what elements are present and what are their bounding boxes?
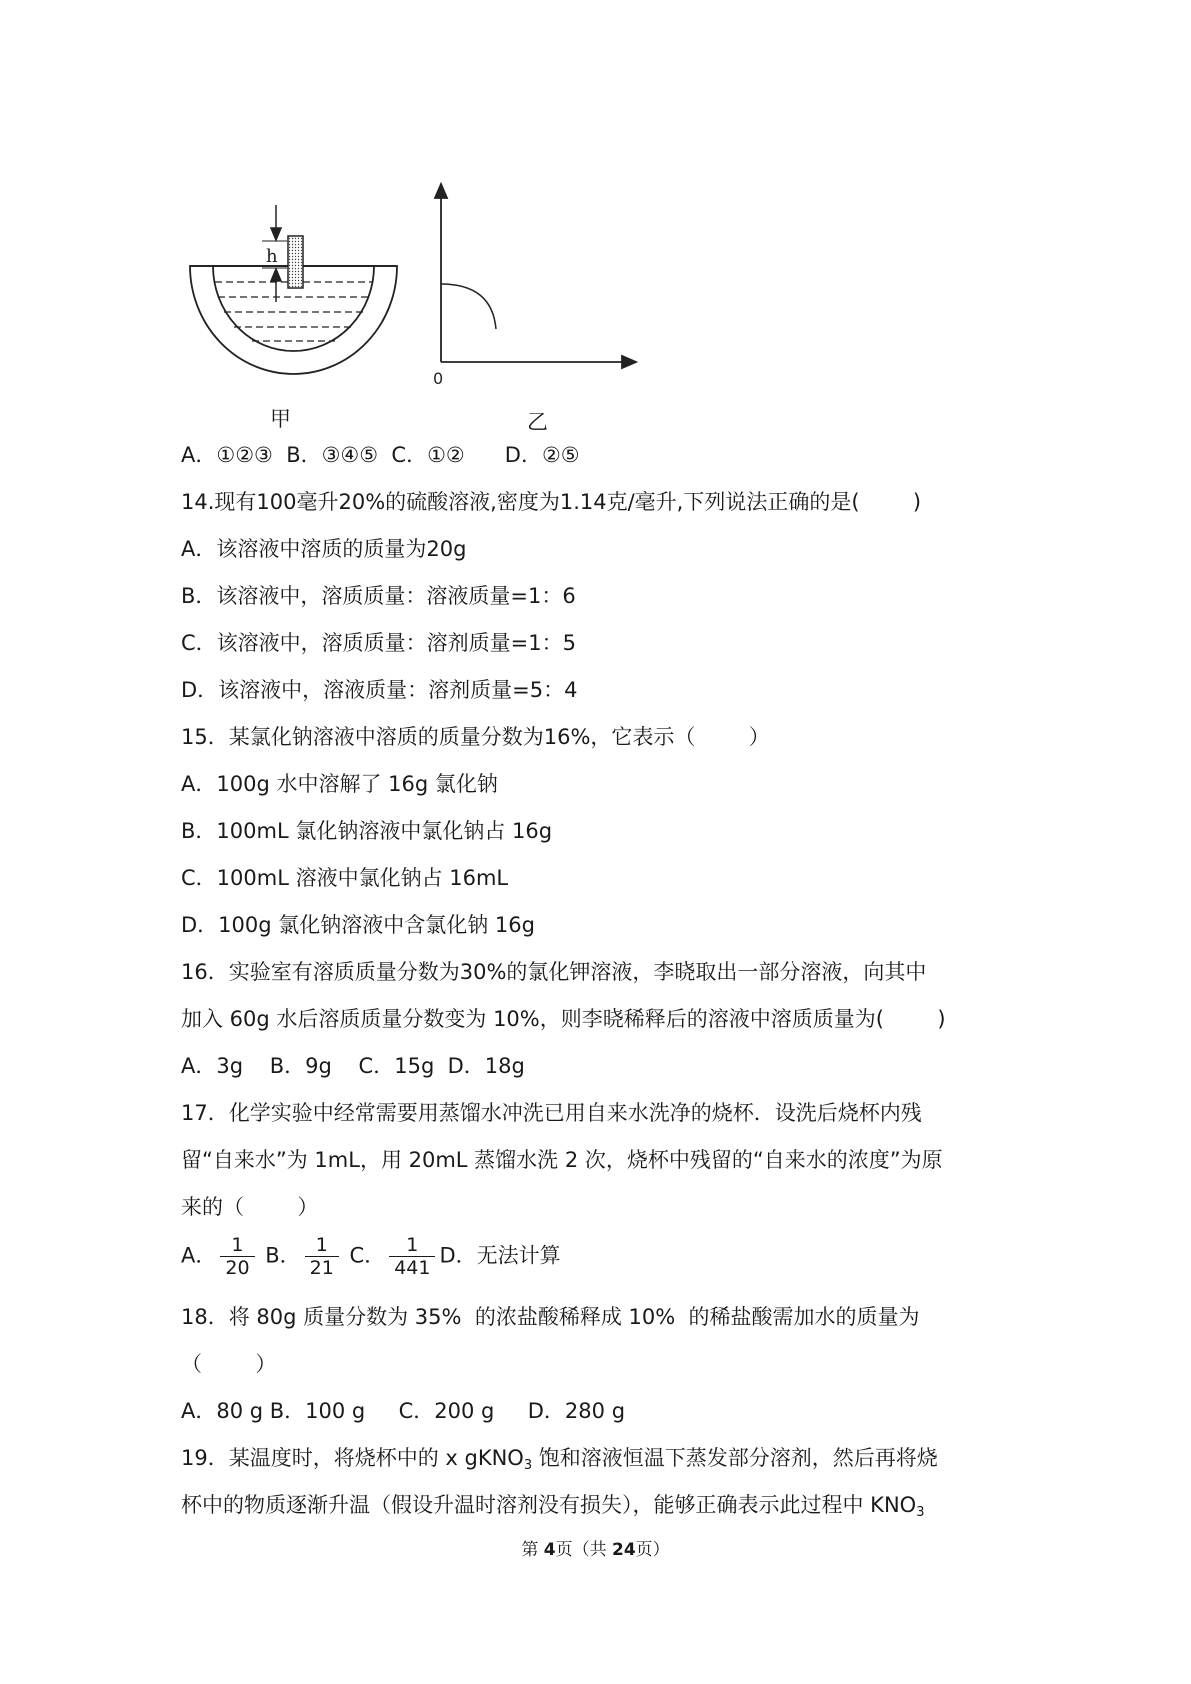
q15-stem: 15．某氯化钠溶液中溶质的质量分数为16%，它表示（ ） <box>181 725 770 749</box>
q14-option-b: B．该溶液中，溶质质量：溶液质量=1：6 <box>181 584 576 608</box>
graph-curve <box>441 284 496 329</box>
q18-stem-line1: 18．将 80g 质量分数为 35% 的浓盐酸稀释成 10% 的稀盐酸需加水的质量为 <box>181 1305 920 1329</box>
q17-stem-line3: 来的（ ） <box>181 1195 319 1219</box>
figure-diagram <box>0 0 1191 440</box>
q14-option-d: D．该溶液中，溶液质量：溶剂质量=5：4 <box>181 678 578 702</box>
figure-caption-jia: 甲 <box>270 407 291 431</box>
q14-stem: 14.现有100毫升20%的硫酸溶液,密度为1.14克/毫升,下列说法正确的是( ) <box>181 490 922 514</box>
q17-stem-line1: 17．化学实验中经常需要用蒸馏水冲洗已用自来水洗净的烧杯．设洗后烧杯内残 <box>181 1101 922 1125</box>
q14-option-c: C．该溶液中，溶质质量：溶剂质量=1：5 <box>181 631 576 655</box>
fraction-c: $\frac{1}{441}$ <box>389 1234 435 1279</box>
h-label: h <box>266 246 278 267</box>
q19-stem-line2: 杯中的物质逐渐升温（假设升温时溶剂没有损失），能够正确表示此过程中 $KNO_3$ <box>181 1493 925 1520</box>
q18-options: A．80 g B．100 g C．200 g D．280 g <box>181 1399 626 1423</box>
origin-label: 0 <box>433 369 444 388</box>
q16-options: A．3g B．9g C．15g D．18g <box>181 1054 525 1078</box>
q17-stem-line2: 留“自来水”为 1mL，用 20mL 蒸馏水洗 2 次，烧杯中残留的“自来水的浓度”为原 <box>181 1148 943 1172</box>
fraction-a: $\frac{1}{20}$ <box>220 1234 254 1279</box>
q15-option-b: B．100mL 氯化钠溶液中氯化钠占 16g <box>181 819 553 843</box>
page-number: 4 <box>543 1540 556 1560</box>
fraction-b: $\frac{1}{21}$ <box>305 1234 339 1279</box>
q19-stem-line1: 19．某温度时，将烧杯中的 x gKNO$_3$ 饱和溶液恒温下蒸发部分溶剂，然后再将烧 <box>181 1446 938 1473</box>
graph-axes <box>435 184 636 368</box>
q14-option-a: A．该溶液中溶质的质量为20g <box>181 537 467 561</box>
q18-stem-line2: （ ） <box>181 1352 277 1376</box>
q16-stem-line1: 16．实验室有溶质质量分数为30%的氯化钾溶液，李晓取出一部分溶液，向其中 <box>181 960 927 984</box>
q15-option-c: C．100mL 溶液中氯化钠占 16mL <box>181 866 509 890</box>
q15-option-a: A．100g 水中溶解了 16g 氯化钠 <box>181 772 498 796</box>
figure-caption-yi: 乙 <box>527 410 548 434</box>
q15-option-d: D．100g 氯化钠溶液中含氯化钠 16g <box>181 913 535 937</box>
total-pages: 24 <box>611 1540 636 1560</box>
q16-stem-line2: 加入 60g 水后溶质质量分数变为 10%，则李晓稀释后的溶液中溶质质量为( ) <box>181 1007 946 1031</box>
q17-options: A． $\frac{1}{20}$ B． $\frac{1}{21}$ C． $\frac{1}{441}$ D．无法计算 <box>181 1234 561 1279</box>
q13-options: A．①②③ B．③④⑤ C．①② D．②⑤ <box>181 443 580 467</box>
page-footer: 第 4页（共 24页） <box>521 1540 670 1560</box>
